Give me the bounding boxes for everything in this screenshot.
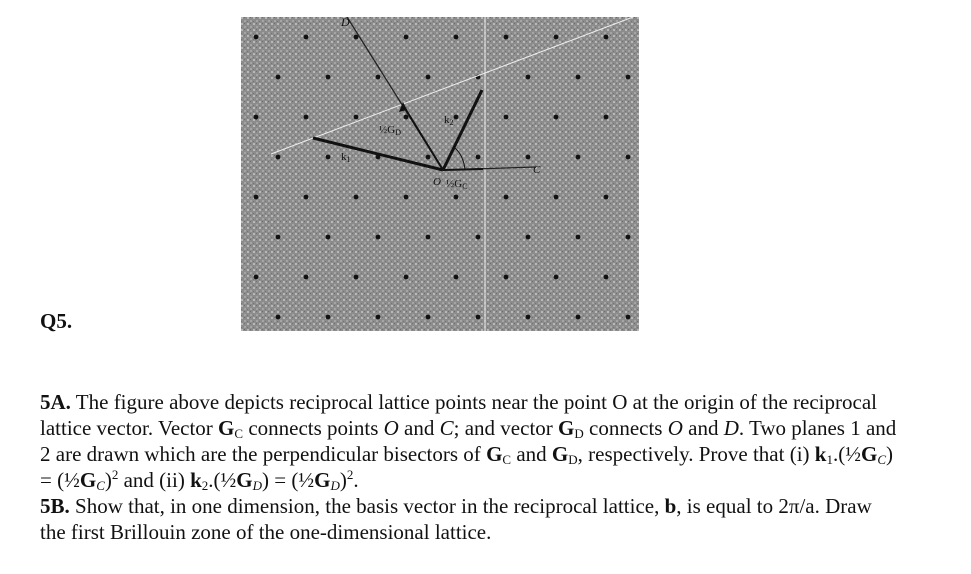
lattice-point	[454, 115, 459, 120]
lattice-point	[604, 115, 609, 120]
lattice-point	[276, 75, 281, 80]
lattice-point	[326, 235, 331, 240]
lattice-point	[426, 155, 431, 160]
lattice-point	[354, 115, 359, 120]
lattice-point	[604, 195, 609, 200]
label-C: C	[533, 164, 541, 176]
lattice-point	[476, 235, 481, 240]
lattice-point	[326, 315, 331, 320]
lattice-point	[626, 155, 631, 160]
lattice-point	[554, 275, 559, 280]
lattice-point	[476, 315, 481, 320]
lattice-point	[526, 235, 531, 240]
lattice-point	[304, 275, 309, 280]
lattice-point	[454, 195, 459, 200]
label-half-GC: ½GC	[446, 178, 468, 191]
reciprocal-lattice-figure	[241, 17, 639, 331]
lattice-point	[504, 195, 509, 200]
lattice-point	[476, 155, 481, 160]
lattice-point	[276, 155, 281, 160]
lattice-point	[626, 75, 631, 80]
lattice-point	[504, 275, 509, 280]
label-O: O	[433, 176, 441, 188]
lattice-point	[604, 275, 609, 280]
lattice-point	[404, 275, 409, 280]
lattice-point	[526, 315, 531, 320]
figure-background	[241, 17, 639, 331]
lattice-point	[304, 115, 309, 120]
lattice-point	[354, 35, 359, 40]
lattice-point	[376, 315, 381, 320]
lattice-point	[276, 235, 281, 240]
lattice-point	[304, 35, 309, 40]
lattice-point	[254, 275, 259, 280]
part-a: 5A. The figure above depicts reciprocal lattice points near the point O at the origin of the reciprocal lattice vector. Vector $G_C$ connects points O and C; and vector $G_D$ connects O and D. Two planes 1 and 2 are drawn which are the perpendicular bisectors of $G_C$ and $G_D$, respectively. Prove that (i) $k_1.(\frac{1}{2}G_C)$ = $(\frac{1}{2}G_C)^2$ and (ii) $k_2.(\frac{1}{2}G_D)$ = $(\frac{1}{2}G_D)^2$.	[40, 390, 897, 493]
lattice-point	[254, 195, 259, 200]
lattice-point	[326, 75, 331, 80]
lattice-point	[626, 235, 631, 240]
lattice-point	[604, 35, 609, 40]
lattice-point	[554, 195, 559, 200]
label-k1: k1	[341, 151, 351, 164]
lattice-point	[526, 75, 531, 80]
lattice-point	[304, 195, 309, 200]
problem-text	[40, 389, 900, 545]
label-k2: k2	[444, 114, 454, 127]
lattice-point	[504, 35, 509, 40]
lattice-point	[554, 35, 559, 40]
part-b: 5B. Show that, in one dimension, the basis vector in the reciprocal lattice, b, is equal to 2π/a. Draw the first Brillouin zone of the one-dimensional lattice.	[40, 494, 872, 544]
lattice-point	[426, 315, 431, 320]
half-GC-arrow	[443, 169, 483, 170]
lattice-point	[376, 235, 381, 240]
question-number: Q5.	[40, 309, 73, 333]
lattice-point	[526, 155, 531, 160]
lattice-point	[404, 35, 409, 40]
lattice-point	[404, 115, 409, 120]
lattice-point	[376, 75, 381, 80]
lattice-point	[354, 195, 359, 200]
lattice-point	[426, 75, 431, 80]
label-half-GD: ½GD	[379, 124, 401, 137]
lattice-point	[626, 315, 631, 320]
lattice-point	[454, 35, 459, 40]
lattice-point	[576, 155, 581, 160]
lattice-point	[276, 315, 281, 320]
lattice-point	[454, 275, 459, 280]
lattice-point	[576, 315, 581, 320]
lattice-point	[554, 115, 559, 120]
lattice-point	[254, 115, 259, 120]
lattice-point	[354, 275, 359, 280]
label-D: D	[341, 17, 350, 29]
lattice-point	[576, 75, 581, 80]
lattice-point	[426, 235, 431, 240]
lattice-point	[576, 235, 581, 240]
lattice-point	[254, 35, 259, 40]
lattice-point	[504, 115, 509, 120]
lattice-point	[326, 155, 331, 160]
lattice-point	[404, 195, 409, 200]
